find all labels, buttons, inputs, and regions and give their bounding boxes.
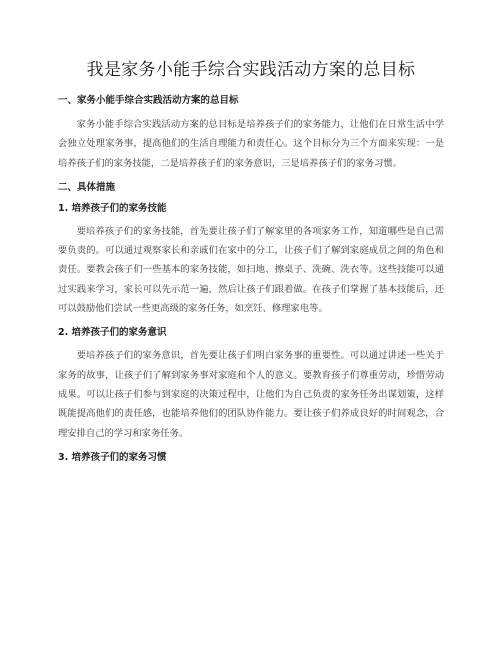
paragraph-awareness: 要培养孩子们的家务意识，首先要让孩子们明白家务事的重要性。可以通过讲述一些关于家务的故事，让孩子们了解到家务事对家庭和个人的意义。要教育孩子们尊重劳动，珍惜劳动成果。可以让孩子们参与到家庭的决策过程中，让他们为自己负责的家务任务出谋划策，这样既能提高他们的责任感，也能培养他们的团队协作能力。要让孩子们养成良好的时间观念，合理安排自己的学习和家务任务。 bbox=[58, 350, 444, 439]
subheading-habits: 3. 培养孩子们的家务习惯 bbox=[58, 451, 167, 463]
subheading-skills: 1. 培养孩子们的家务技能 bbox=[58, 202, 167, 214]
paragraph-skills: 要培养孩子们的家务技能，首先要让孩子们了解家里的各项家务工作，知道哪些是自己需要负责的。可以通过观察家长和亲戚们在家中的分工，让孩子们了解到家庭成员之间的角色和责任。要教会孩子们一些基本的家务技能，如扫地、擦桌子、洗碗、洗衣等。这些技能可以通过实践来学习，家长可以先示范一遍，然后让孩子们跟着做。在孩子们掌握了基本技能后，还可以鼓励他们尝试一些更高级的家务任务，如烹饪、修理家电等。 bbox=[58, 225, 444, 315]
section-paragraph-goal: 家务小能手综合实践活动方案的总目标是培养孩子们的家务能力，让他们在日常生活中学会独立处理家务事，提高他们的生活自理能力和责任心。这个目标分为三个方面来实现：一是培养孩子们的家务技能，二是培养孩子们的家务意识，三是培养孩子们的家务习惯。 bbox=[58, 119, 444, 169]
section-heading-measures: 二、具体措施 bbox=[58, 181, 116, 193]
section-heading-goal: 一、家务小能手综合实践活动方案的总目标 bbox=[58, 95, 239, 106]
page-title: 我是家务小能手综合实践活动方案的总目标 bbox=[86, 60, 416, 80]
subheading-awareness: 2. 培养孩子们的家务意识 bbox=[58, 327, 167, 339]
